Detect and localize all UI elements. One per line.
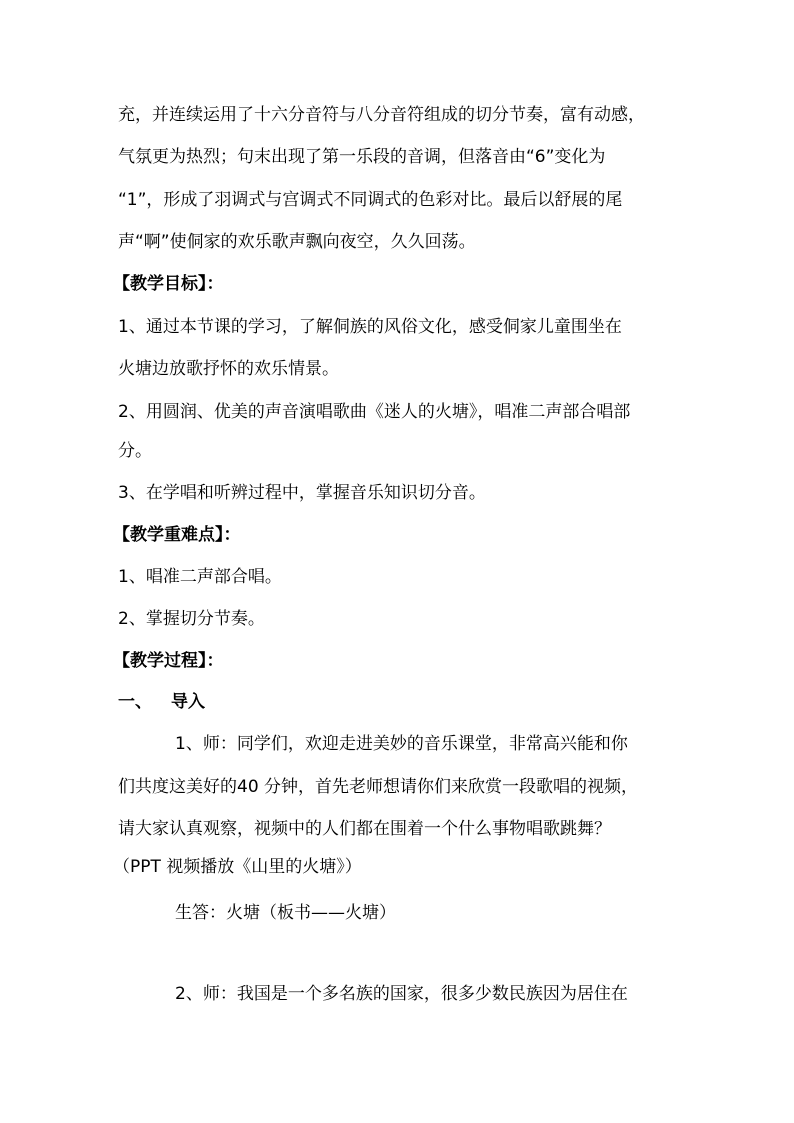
intro-line-3: “1”，形成了羽调式与宫调式不同调式的色彩对比。最后以舒展的尾 xyxy=(118,190,623,210)
process-paragraph-1-line-2: 们共度这美好的40 分钟，首先老师想请你们来欣赏一段歌唱的视频， xyxy=(118,777,639,797)
process-paragraph-1-line-4: （PPT 视频播放《山里的火塘》） xyxy=(113,857,362,877)
goal-line-3: 2、用圆润、优美的声音演唱歌曲《迷人的火塘》，唱准二声部合唱部 xyxy=(118,402,631,422)
process-heading: 【教学过程】： xyxy=(113,651,224,671)
goal-line-1: 1、通过本节课的学习，了解侗族的风俗文化，感受侗家儿童围坐在 xyxy=(118,317,622,337)
intro-line-4: 声“啊”使侗家的欢乐歌声飘向夜空，久久回荡。 xyxy=(118,232,476,252)
key-point-line-2: 2、掌握切分节奏。 xyxy=(118,609,265,629)
goal-line-4: 分。 xyxy=(118,441,152,461)
intro-line-2: 气氛更为热烈；句末出现了第一乐段的音调，但落音由“6”变化为 xyxy=(118,147,606,167)
key-points-heading: 【教学重难点】： xyxy=(113,525,241,545)
process-paragraph-2: 2、师：我国是一个多名族的国家，很多少数民族因为居住在 xyxy=(175,984,628,1004)
key-point-line-1: 1、唱准二声部合唱。 xyxy=(118,567,282,587)
student-answer: 生答：火塘（板书——火塘） xyxy=(175,903,396,923)
goals-heading: 【教学目标】： xyxy=(113,274,224,294)
process-paragraph-1-line-3: 请大家认真观察，视频中的人们都在围着一个什么事物唱歌跳舞？ xyxy=(118,819,611,839)
section-number: 一、 xyxy=(118,692,152,712)
intro-line-1: 充，并连续运用了十六分音符与八分音符组成的切分节奏，富有动感， xyxy=(118,105,645,125)
goal-line-5: 3、在学唱和听辨过程中，掌握音乐知识切分音。 xyxy=(118,483,486,503)
goal-line-2: 火塘边放歌抒怀的欢乐情景。 xyxy=(118,359,339,379)
process-paragraph-1-line-1: 1、师：同学们，欢迎走进美妙的音乐课堂，非常高兴能和你 xyxy=(175,734,628,754)
section-title: 导入 xyxy=(171,692,205,712)
